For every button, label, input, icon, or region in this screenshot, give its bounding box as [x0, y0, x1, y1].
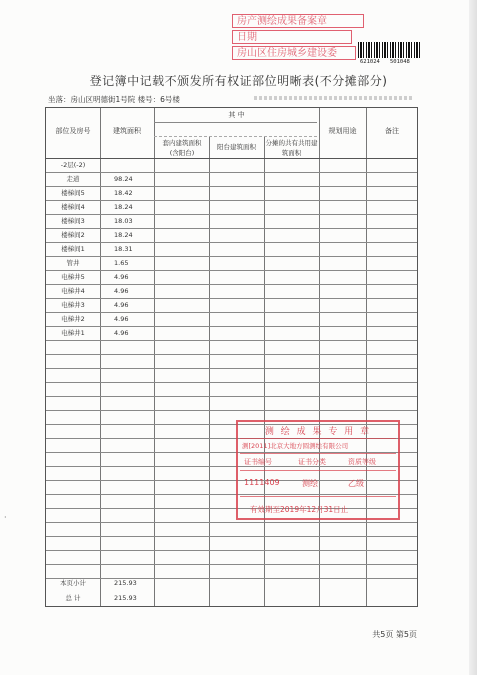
table-row-location: 电梯井5: [61, 273, 85, 281]
col-header-shared: 分摊的共有共用建筑面积: [265, 139, 318, 157]
page-edge-shadow: [469, 0, 477, 675]
stamp-line-1: 房产测绘成果备案章: [232, 14, 364, 28]
table-row-area: 18.24: [114, 231, 133, 239]
seal-title: 测 绘 成 果 专 用 章: [264, 427, 372, 437]
barcode-number-1: 621024: [360, 59, 380, 65]
table-row-area: 18.42: [114, 189, 133, 197]
table-row-location: 走道: [66, 175, 80, 183]
seal-cert-no: 1111409: [244, 478, 280, 487]
margin-mark: ·: [4, 513, 7, 522]
table-row-area: 4.96: [114, 273, 129, 281]
table-row-location: 楼梯间1: [61, 245, 85, 253]
table-row-location: 楼梯间5: [61, 189, 85, 197]
page-title: 登记簿中记载不颁发所有权证部位明晰表(不分摊部分): [89, 74, 388, 88]
seal-grade-value: 乙级: [348, 479, 364, 488]
seal-validity: 有效期至2019年12月31日止: [250, 505, 349, 514]
table-row-location: 楼梯间4: [61, 203, 85, 211]
stamp-line-2: 日期: [232, 30, 352, 44]
col-header-location: 部位及房号: [55, 127, 91, 135]
table-row-area: [100, 158, 154, 172]
seal-class-value: 测绘: [302, 479, 318, 488]
header-note-decoration: [254, 96, 414, 100]
seal-class-label: 证书分类: [298, 458, 326, 466]
col-header-inner-area: 套内建筑面积(含阳台): [162, 139, 202, 157]
seal-grade-label: 资质等级: [348, 458, 376, 466]
survey-seal: [236, 420, 400, 520]
table-row-area: 18.03: [114, 217, 133, 225]
filing-stamp: [232, 14, 364, 64]
total-label: 总 计: [65, 594, 81, 602]
col-header-group: 其 中: [228, 111, 245, 119]
table-row-area: 4.96: [114, 301, 129, 309]
stamp-line-3: 房山区住房城乡建设委: [232, 46, 356, 60]
table-row-area: 98.24: [114, 175, 133, 183]
col-header-use: 规划用途: [328, 127, 357, 135]
table-row-area: 4.96: [114, 315, 129, 323]
col-header-remark: 备注: [385, 127, 399, 135]
subtotal-area: 215.93: [114, 579, 137, 587]
subtotal-label: 本页小计: [60, 579, 86, 587]
table-row-location: 电梯井2: [61, 315, 85, 323]
table-row-location: 电梯井3: [61, 301, 85, 309]
table-row-location: 电梯井4: [61, 287, 85, 295]
table-row-area: 1.65: [114, 259, 129, 267]
page-number: 共5页 第5页: [372, 630, 417, 639]
col-header-area: 建筑面积: [113, 127, 141, 135]
seal-company: 测[2011]北京大地方圆测绘有限公司: [242, 442, 349, 450]
table-row-location: 楼梯间2: [61, 231, 85, 239]
seal-cert-label: 证书编号: [244, 458, 272, 466]
col-header-balcony: 阳台建筑面积: [217, 143, 256, 151]
barcode-number-2: 501048: [390, 59, 410, 65]
table-row-location: -2层(-2): [60, 161, 86, 169]
table-row-location: 楼梯间3: [61, 217, 85, 225]
table-row-area: 18.31: [114, 245, 133, 253]
total-area: 215.93: [114, 594, 137, 602]
table-row-area: 4.96: [114, 329, 129, 337]
barcode-icon: [358, 42, 420, 58]
table-row-location: 电梯井1: [61, 329, 85, 337]
table-row-area: 4.96: [114, 287, 129, 295]
table-row-location: 管井: [66, 259, 80, 267]
location-line: 坐落：房山区明德街1号院 楼号：6号楼: [48, 95, 180, 104]
area-table: [45, 107, 418, 607]
table-row-area: 18.24: [114, 203, 133, 211]
